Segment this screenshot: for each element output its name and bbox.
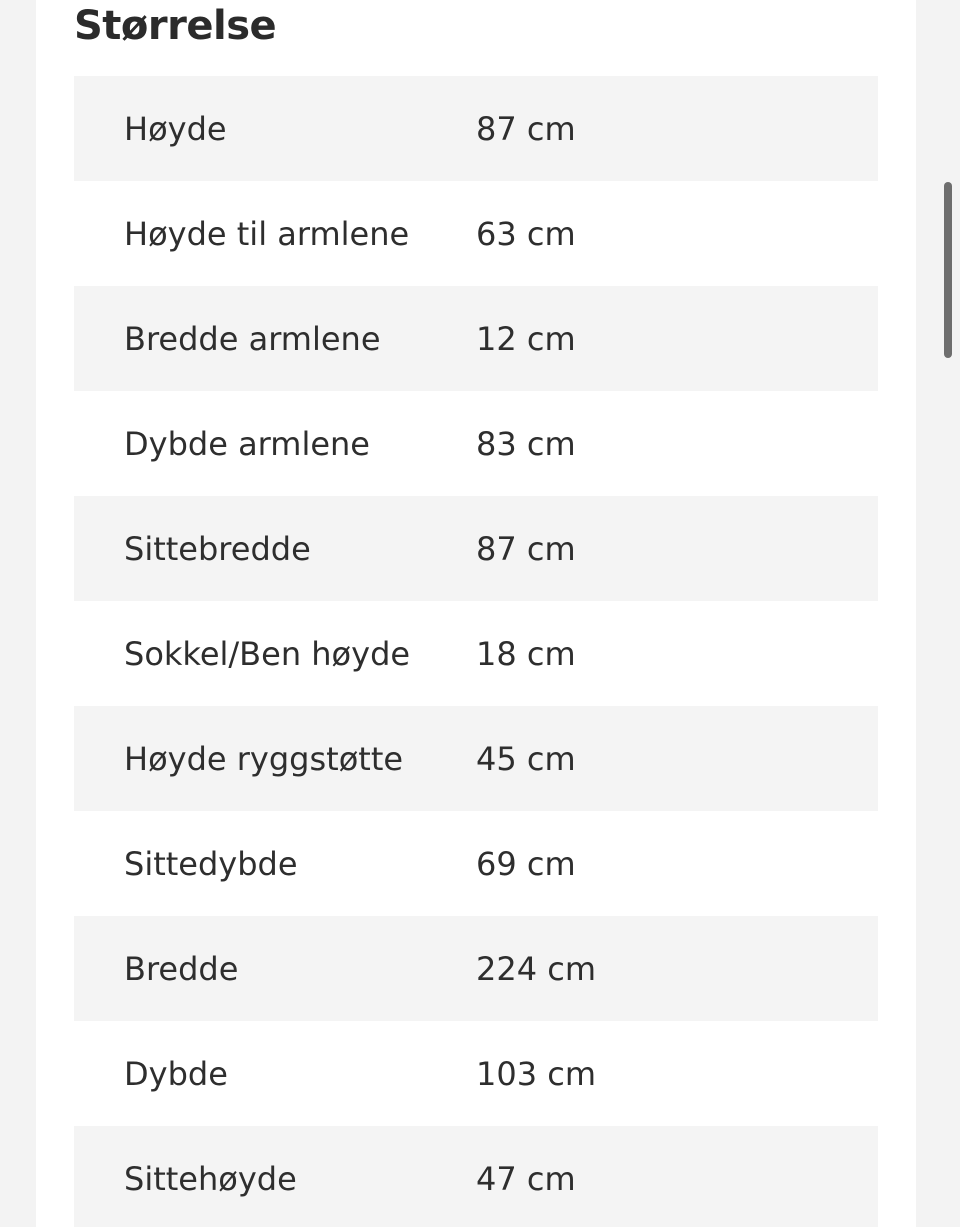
spec-value: 12 cm xyxy=(476,319,576,358)
spec-row xyxy=(74,601,878,706)
spec-row xyxy=(74,811,878,916)
spec-label: Dybde armlene xyxy=(124,424,370,463)
spec-value: 83 cm xyxy=(476,424,576,463)
size-specs-table xyxy=(74,76,878,1227)
spec-row xyxy=(74,706,878,811)
spec-row xyxy=(74,1021,878,1126)
spec-value: 87 cm xyxy=(476,529,576,568)
section-title: Størrelse xyxy=(74,3,277,49)
spec-label: Dybde xyxy=(124,1054,228,1093)
spec-label: Bredde armlene xyxy=(124,319,381,358)
spec-label: Sittebredde xyxy=(124,529,311,568)
spec-label: Sokkel/Ben høyde xyxy=(124,634,411,673)
spec-row xyxy=(74,286,878,391)
spec-label: Høyde xyxy=(124,109,227,148)
spec-label: Høyde til armlene xyxy=(124,214,410,253)
scrollbar-thumb[interactable] xyxy=(944,182,952,358)
product-size-card xyxy=(36,0,916,1227)
spec-label: Sittedybde xyxy=(124,844,298,883)
spec-row xyxy=(74,1126,878,1227)
spec-label: Høyde ryggstøtte xyxy=(124,739,404,778)
spec-label: Sittehøyde xyxy=(124,1159,297,1198)
spec-row xyxy=(74,391,878,496)
spec-row xyxy=(74,496,878,601)
spec-value: 47 cm xyxy=(476,1159,576,1198)
spec-value: 45 cm xyxy=(476,739,576,778)
spec-row xyxy=(74,916,878,1021)
spec-value: 18 cm xyxy=(476,634,576,673)
spec-value: 103 cm xyxy=(476,1054,597,1093)
spec-label: Bredde xyxy=(124,949,239,988)
spec-row xyxy=(74,76,878,181)
spec-value: 69 cm xyxy=(476,844,576,883)
spec-value: 63 cm xyxy=(476,214,576,253)
spec-value: 87 cm xyxy=(476,109,576,148)
spec-row xyxy=(74,181,878,286)
spec-value: 224 cm xyxy=(476,949,597,988)
